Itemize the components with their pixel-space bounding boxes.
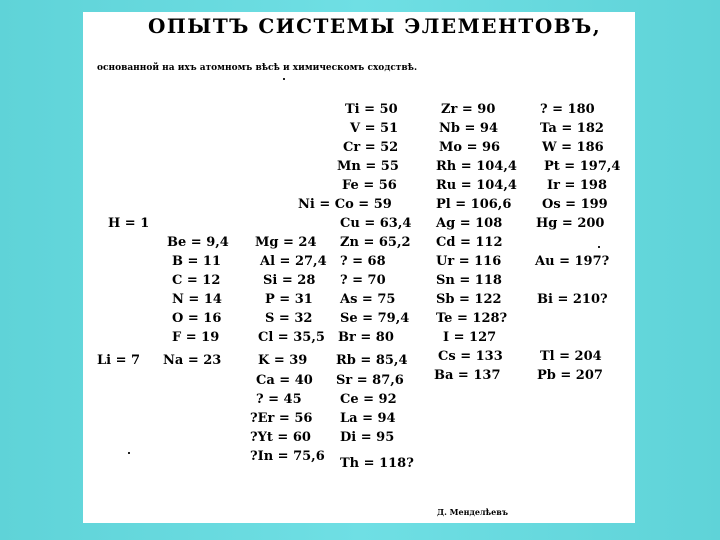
element-entry: Fe = 56 <box>342 178 397 193</box>
element-entry: Ur = 116 <box>436 254 502 269</box>
element-entry: Ca = 40 <box>256 373 313 388</box>
element-entry: Nb = 94 <box>439 121 499 136</box>
element-entry: Ti = 50 <box>345 102 398 117</box>
element-entry: Ta = 182 <box>540 121 604 136</box>
print-speck <box>283 78 285 80</box>
element-entry: V = 51 <box>350 121 399 136</box>
element-entry: Mg = 24 <box>255 235 317 250</box>
element-entry: Cd = 112 <box>436 235 503 250</box>
element-entry: Be = 9,4 <box>167 235 229 250</box>
element-entry: Sb = 122 <box>436 292 502 307</box>
author-signature: Д. Менделѣевъ <box>437 507 508 517</box>
element-entry: W = 186 <box>542 140 604 155</box>
element-entry: Rh = 104,4 <box>436 159 517 174</box>
element-entry: Ni = Co = 59 <box>298 197 392 212</box>
element-entry: Sn = 118 <box>436 273 502 288</box>
element-entry: Br = 80 <box>338 330 394 345</box>
element-entry: ? = 45 <box>256 392 302 407</box>
element-entry: ? = 68 <box>340 254 386 269</box>
element-entry: Hg = 200 <box>536 216 605 231</box>
element-entry: Mo = 96 <box>439 140 501 155</box>
element-entry: Cr = 52 <box>343 140 399 155</box>
element-entry: ?Er = 56 <box>250 411 313 426</box>
element-entry: Th = 118? <box>340 456 414 471</box>
document-title: ОПЫТЪ СИСТЕМЫ ЭЛЕМЕНТОВЪ, <box>148 14 602 38</box>
element-entry: ?In = 75,6 <box>250 449 325 464</box>
element-entry: Tl = 204 <box>540 349 602 364</box>
element-entry: Mn = 55 <box>337 159 399 174</box>
print-speck <box>598 246 600 248</box>
element-entry: ? = 70 <box>340 273 386 288</box>
element-entry: Ba = 137 <box>434 368 501 383</box>
element-entry: As = 75 <box>340 292 396 307</box>
element-entry: F = 19 <box>172 330 220 345</box>
element-entry: Rb = 85,4 <box>336 353 408 368</box>
element-entry: Bi = 210? <box>537 292 608 307</box>
element-entry: La = 94 <box>340 411 396 426</box>
element-entry: Zr = 90 <box>441 102 496 117</box>
element-entry: Ir = 198 <box>547 178 608 193</box>
element-entry: Li = 7 <box>97 353 141 368</box>
element-entry: Pl = 106,6 <box>436 197 512 212</box>
element-entry: Ce = 92 <box>340 392 397 407</box>
element-entry: Sr = 87,6 <box>336 373 404 388</box>
element-entry: Au = 197? <box>535 254 610 269</box>
element-entry: P = 31 <box>265 292 313 307</box>
element-entry: Si = 28 <box>263 273 316 288</box>
element-entry: Ru = 104,4 <box>436 178 517 193</box>
element-entry: Cl = 35,5 <box>258 330 325 345</box>
element-entry: B = 11 <box>172 254 222 269</box>
element-entry: ?Yt = 60 <box>250 430 311 445</box>
element-entry: Ag = 108 <box>436 216 503 231</box>
element-entry: Di = 95 <box>340 430 395 445</box>
element-entry: Se = 79,4 <box>340 311 410 326</box>
element-entry: Zn = 65,2 <box>340 235 411 250</box>
element-entry: Cs = 133 <box>438 349 503 364</box>
element-entry: O = 16 <box>172 311 222 326</box>
element-entry: Te = 128? <box>436 311 508 326</box>
element-entry: Na = 23 <box>163 353 222 368</box>
print-speck <box>128 452 130 454</box>
element-entry: K = 39 <box>258 353 308 368</box>
element-entry: H = 1 <box>108 216 150 231</box>
element-entry: S = 32 <box>265 311 313 326</box>
element-entry: C = 12 <box>172 273 221 288</box>
element-entry: Cu = 63,4 <box>340 216 412 231</box>
element-entry: Os = 199 <box>542 197 608 212</box>
element-entry: Al = 27,4 <box>260 254 327 269</box>
element-entry: N = 14 <box>172 292 222 307</box>
element-entry: ? = 180 <box>540 102 595 117</box>
element-entry: Pb = 207 <box>537 368 603 383</box>
element-entry: Pt = 197,4 <box>544 159 621 174</box>
document-subtitle: основанной на ихъ атомномъ вѣсѣ и химическомъ сходствѣ. <box>97 63 418 73</box>
element-entry: I = 127 <box>443 330 497 345</box>
